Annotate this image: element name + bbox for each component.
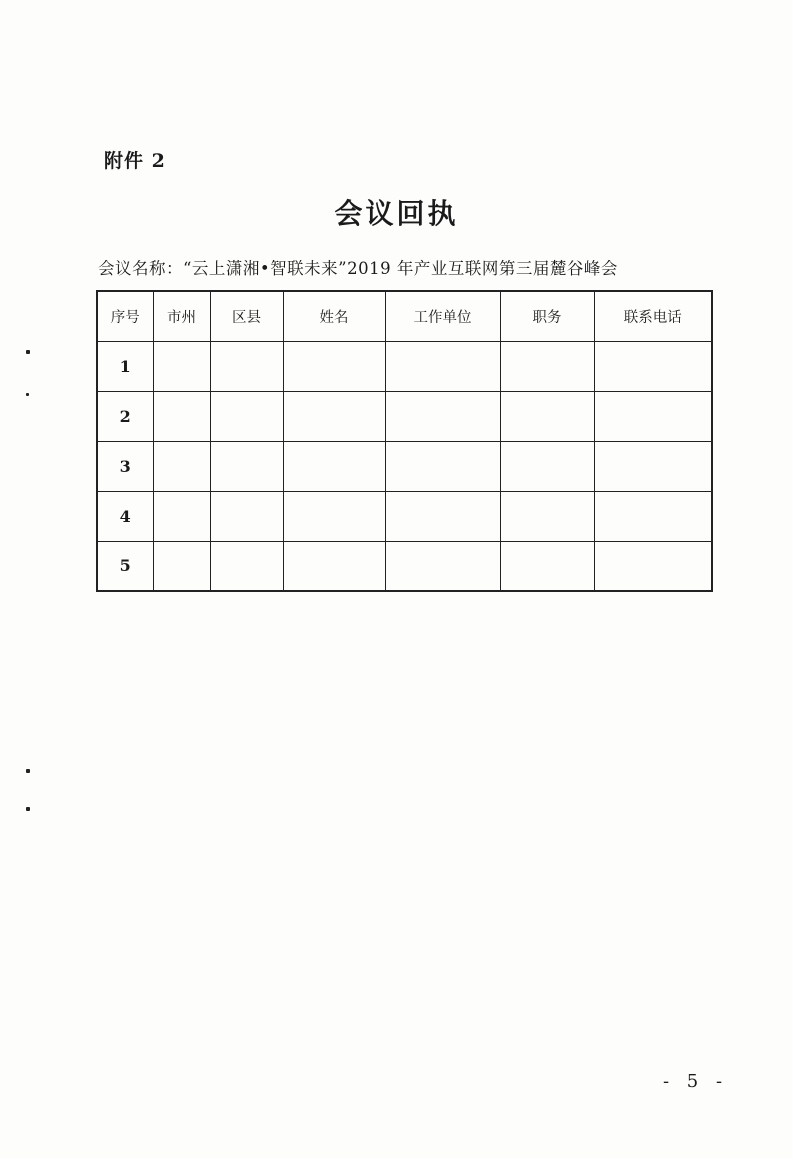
column-header-organization: 工作单位	[385, 291, 500, 341]
column-header-phone: 联系电话	[594, 291, 712, 341]
city-cell	[153, 441, 210, 491]
organization-cell	[385, 441, 500, 491]
city-cell	[153, 341, 210, 391]
phone-cell	[594, 491, 712, 541]
page-title: 会议回执	[334, 197, 459, 230]
row-index-cell: 5	[97, 541, 153, 591]
name-cell	[283, 491, 385, 541]
scan-mark	[26, 769, 30, 773]
name-cell	[283, 341, 385, 391]
column-header-district: 区县	[210, 291, 283, 341]
row-index-cell: 1	[97, 341, 153, 391]
phone-cell	[594, 391, 712, 441]
position-cell	[500, 441, 594, 491]
meeting-name-line: 会议名称：“云上潇湘•智联未来”2019 年产业互联网第三届麓谷峰会	[98, 259, 618, 278]
page-number: - 5 -	[663, 1071, 729, 1092]
scan-mark	[26, 350, 30, 354]
position-cell	[500, 341, 594, 391]
organization-cell	[385, 341, 500, 391]
city-cell	[153, 491, 210, 541]
column-header-name: 姓名	[283, 291, 385, 341]
column-header-index: 序号	[97, 291, 153, 341]
organization-cell	[385, 491, 500, 541]
phone-cell	[594, 541, 712, 591]
district-cell	[210, 541, 283, 591]
city-cell	[153, 391, 210, 441]
name-cell	[283, 541, 385, 591]
name-cell	[283, 391, 385, 441]
row-index-cell: 3	[97, 441, 153, 491]
organization-cell	[385, 541, 500, 591]
phone-cell	[594, 341, 712, 391]
receipt-table	[96, 290, 713, 592]
position-cell	[500, 541, 594, 591]
column-header-position: 职务	[500, 291, 594, 341]
position-cell	[500, 491, 594, 541]
table-header-row	[97, 291, 712, 341]
district-cell	[210, 491, 283, 541]
position-cell	[500, 391, 594, 441]
table-row	[97, 541, 712, 591]
table-row	[97, 391, 712, 441]
name-cell	[283, 441, 385, 491]
district-cell	[210, 391, 283, 441]
city-cell	[153, 541, 210, 591]
row-index-cell: 4	[97, 491, 153, 541]
scan-mark	[26, 393, 29, 396]
organization-cell	[385, 391, 500, 441]
phone-cell	[594, 441, 712, 491]
table-row	[97, 341, 712, 391]
table-row	[97, 491, 712, 541]
attachment-label: 附件 2	[104, 150, 166, 172]
row-index-cell: 2	[97, 391, 153, 441]
district-cell	[210, 341, 283, 391]
column-header-city: 市州	[153, 291, 210, 341]
district-cell	[210, 441, 283, 491]
table-row	[97, 441, 712, 491]
scan-mark	[26, 807, 30, 811]
